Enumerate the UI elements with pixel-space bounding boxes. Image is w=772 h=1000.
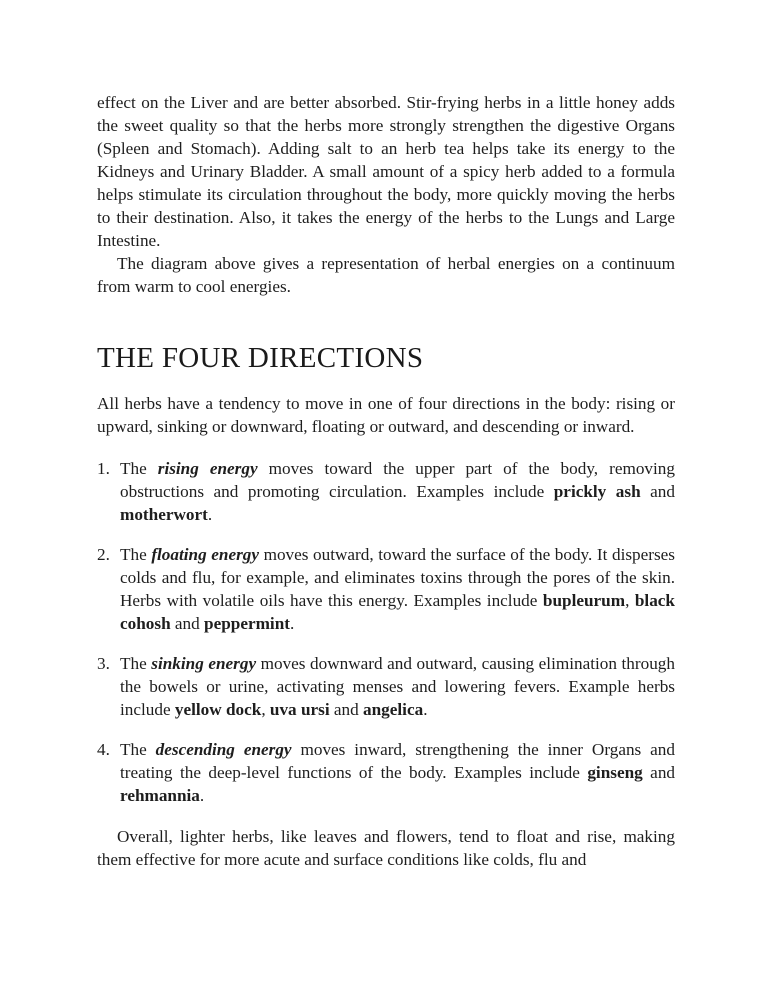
list-text: moves toward the upper part of the body, removing obstructions and promoting circulation. Examples include (120, 459, 675, 501)
list-text: moves downward and outward, causing elimination through the bowels or urine, activating menses and lowering fevers. Example herbs include (120, 654, 675, 719)
list-end: . (289, 614, 295, 633)
list-item-rising (97, 457, 675, 526)
herb-peppermint: peppermint (204, 614, 290, 633)
list-number: 2. (97, 545, 110, 564)
closing-paragraph: Overall, lighter herbs, like leaves and flowers, tend to float and rise, making them effective for more acute and surface conditions like colds, flu and (97, 827, 675, 869)
list-separator: and (170, 614, 205, 633)
list-separator: and (640, 482, 675, 501)
list-text: The (120, 459, 158, 478)
herb-rehmannia: rehmannia (120, 786, 200, 805)
list-text: The (120, 545, 152, 564)
list-end: . (207, 505, 213, 524)
section-heading: THE FOUR DIRECTIONS (97, 342, 424, 374)
list-separator: and (642, 763, 676, 782)
list-text: The (120, 740, 156, 759)
list-text: The (120, 654, 152, 673)
herb-motherwort: motherwort (120, 505, 208, 524)
list-separator: , (625, 591, 635, 610)
herb-ginseng: ginseng (587, 763, 643, 782)
intro-paragraph: effect on the Liver and are better absorbed. Stir-frying herbs in a little honey adds the sweet quality so that the herbs more strongly strengthen the digestive Organs (Spleen and Stomach). Adding salt to an herb tea helps take its energy to the Kidneys and Urinary Bladder. A small amount of a spicy herb added to a formula helps stimulate its circulation throughout the body, more quickly moving the herbs to their destination. Also, it takes the energy of the herbs to the Lungs and Large Intestine. (97, 93, 675, 250)
term-rising-energy: rising energy (157, 459, 258, 478)
herb-uva-ursi: uva ursi (269, 700, 330, 719)
list-number: 4. (97, 740, 110, 759)
herb-black-cohosh: black cohosh (120, 591, 675, 633)
herb-bupleurum: bupleurum (542, 591, 626, 610)
list-item-descending (97, 738, 675, 807)
directions-list (97, 457, 675, 807)
list-item-sinking (97, 652, 675, 721)
list-end: . (423, 700, 428, 719)
section-lead-paragraph: All herbs have a tendency to move in one of four directions in the body: rising or upward, sinking or downward, floating or outward, and descending or inward. (97, 394, 675, 436)
list-separator: , (261, 700, 270, 719)
diagram-note-paragraph: The diagram above gives a representation of herbal energies on a continuum from warm to cool energies. (97, 254, 675, 296)
term-sinking-energy: sinking energy (151, 654, 257, 673)
list-end: . (199, 786, 205, 805)
herb-prickly-ash: prickly ash (553, 482, 641, 501)
list-text: moves outward, toward the surface of the body. It disperses colds and flu, for example, and eliminates toxins through the pores of the skin. Herbs with volatile oils have this energy. Examples include (120, 545, 675, 610)
list-number: 1. (97, 459, 110, 478)
list-number: 3. (97, 654, 110, 673)
list-separator: and (329, 700, 364, 719)
list-item-floating (97, 543, 675, 635)
term-descending-energy: descending energy (155, 740, 292, 759)
herb-yellow-dock: yellow dock (174, 700, 262, 719)
term-floating-energy: floating energy (151, 545, 260, 564)
herb-angelica: angelica (363, 700, 424, 719)
list-text: moves inward, strengthening the inner Organs and treating the deep-level functions of the body. Examples include (120, 740, 675, 782)
book-page (97, 91, 675, 871)
